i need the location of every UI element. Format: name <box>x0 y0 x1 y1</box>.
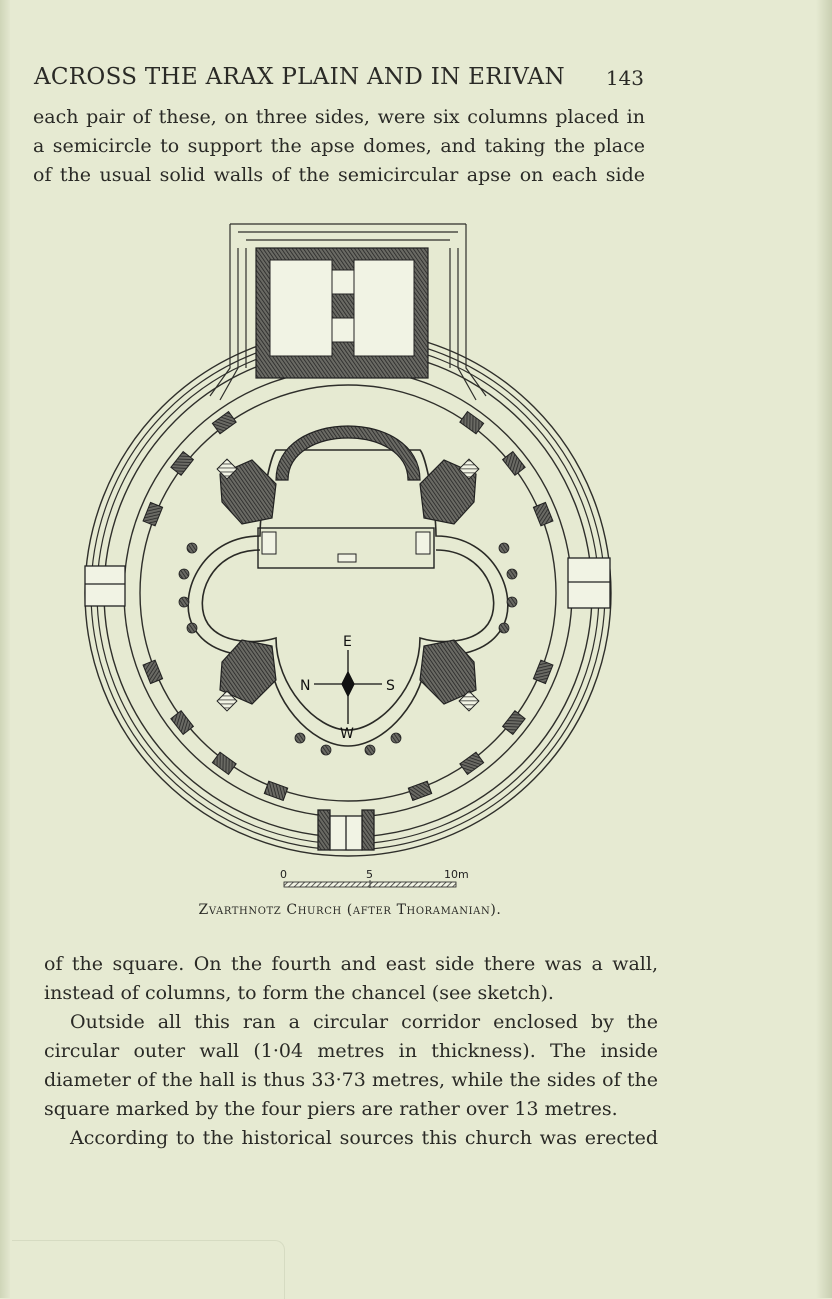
text-line: instead of columns, to form the chancel (see sketch). <box>44 982 554 1004</box>
page-header <box>34 64 644 96</box>
scale-label-0: 0 <box>280 868 287 881</box>
page-corner-mark <box>12 1240 285 1299</box>
page-right-edge <box>816 0 832 1298</box>
north-annex <box>210 224 486 400</box>
text-line: of the square. On the fourth and east side there was a wall, <box>44 953 658 975</box>
scale-label-5: 5 <box>366 868 373 881</box>
text-line: of the usual solid walls of the semicircular apse on each side <box>33 164 645 186</box>
floor-plan-figure <box>80 218 620 918</box>
text-line: According to the historical sources this church was erected <box>70 1127 658 1149</box>
compass-east-label: E <box>343 634 352 650</box>
paragraph-top <box>33 103 645 190</box>
compass-west-label: W <box>340 726 354 742</box>
side-doorways <box>85 558 610 608</box>
text-line: square marked by the four piers are rather over 13 metres. <box>44 1098 618 1120</box>
page-number: 143 <box>605 66 644 90</box>
wall-piers <box>143 412 553 801</box>
text-line: a semicircle to support the apse domes, and taking the place <box>33 135 645 157</box>
east-apse <box>258 426 434 568</box>
floor-plan-drawing <box>80 218 620 898</box>
compass-south-label: S <box>386 678 395 694</box>
running-head: ACROSS THE ARAX PLAIN AND IN ERIVAN <box>34 64 565 90</box>
compass-north-label: N <box>300 678 311 694</box>
text-line: circular outer wall (1·04 metres in thickness). The inside <box>44 1040 658 1062</box>
text-line: Outside all this ran a circular corridor enclosed by the <box>70 1011 658 1033</box>
bottom-entrance <box>318 810 374 850</box>
figure-caption: Zvarthnotz Church (after Thoramanian). <box>198 902 502 918</box>
text-line: diameter of the hall is thus 33·73 metres, while the sides of the <box>44 1069 658 1091</box>
scale-label-10m: 10m <box>444 868 469 881</box>
paragraph-bottom <box>44 950 658 1153</box>
outer-walls <box>85 330 611 856</box>
compass-rose <box>314 650 382 724</box>
text-line: each pair of these, on three sides, were six columns placed in <box>33 106 645 128</box>
scale-bar <box>284 880 456 888</box>
page-binding-edge <box>0 0 10 1298</box>
